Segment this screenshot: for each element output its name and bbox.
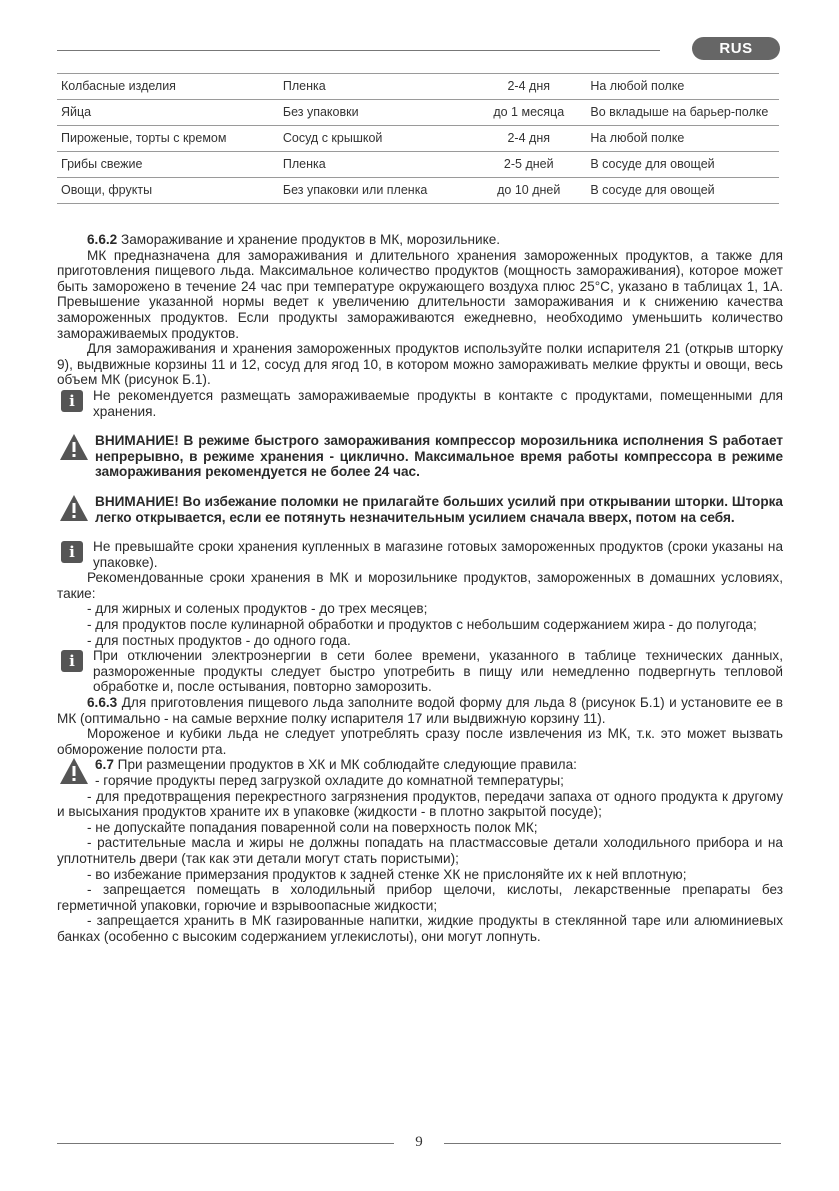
packaging-cell: Пленка: [279, 152, 471, 178]
table-row: [57, 152, 779, 178]
term-cell: 2-4 дня: [471, 126, 586, 152]
section-title: При размещении продуктов в ХК и МК соблюдайте следующие правила:: [113, 757, 577, 773]
footer-rule-right: [444, 1143, 781, 1144]
table-row: [57, 100, 779, 126]
section-number: 6.7: [95, 757, 114, 773]
section-number: 6.6.2: [87, 232, 118, 247]
info-icon: i: [61, 541, 83, 563]
note-text: Не рекомендуется размещать замораживаемые продукты в контакте с продуктами, помещенными для хранения.: [93, 387, 783, 419]
info-icon: i: [61, 650, 83, 672]
product-cell: Овощи, фрукты: [57, 178, 279, 204]
place-cell: В сосуде для овощей: [586, 178, 779, 204]
place-cell: В сосуде для овощей: [586, 152, 779, 178]
section-6-7-heading: [57, 757, 783, 773]
warning-text: ВНИМАНИЕ! Во избежание поломки не прилагайте больших усилий при открывании шторки. Шторка легко открывается, если ее потянуть незначительным усилием сначала вверх, потом на себя.: [95, 493, 783, 525]
packaging-cell: Сосуд с крышкой: [279, 126, 471, 152]
product-cell: Грибы свежие: [57, 152, 279, 178]
footer-rule-left: [57, 1143, 394, 1144]
term-cell: 2-4 дня: [471, 74, 586, 100]
info-note: [57, 648, 783, 695]
paragraph: Мороженое и кубики льда не следует употреблять сразу после извлечения из МК, т.к. это может вызвать обморожение полости рта.: [57, 726, 783, 757]
table-row: [57, 178, 779, 204]
header-rule: [57, 50, 660, 51]
warning-block: [57, 757, 783, 788]
info-note: [57, 539, 783, 570]
section-number: 6.6.3: [87, 695, 118, 711]
body-text: [57, 232, 783, 945]
product-cell: Пироженые, торты с кремом: [57, 126, 279, 152]
note-text: Не превышайте сроки хранения купленных в магазине готовых замороженных продуктов (сроки указаны на упаковке).: [93, 539, 783, 570]
packaging-cell: Без упаковки или пленка: [279, 178, 471, 204]
warning-icon: [59, 757, 89, 785]
list-item: - запрещается помещать в холодильный прибор щелочи, кислоты, лекарственные препараты без герметичной упаковки, горючие и взрывоопасные жидкости;: [57, 882, 783, 913]
warning-block: [57, 494, 783, 525]
paragraph: Для замораживания и хранения замороженных продуктов используйте полки испарителя 21 (открыв шторку 9), выдвижные корзины 11 и 12, сосуд для ягод 10, в котором можно замораживать мелкие фрукты и овощи, весь объем МК (рисунок Б.1).: [57, 341, 783, 388]
info-note: [57, 388, 783, 419]
section-6-6-2-heading: [57, 232, 783, 248]
table-row: [57, 74, 779, 100]
section-title: Замораживание и хранение продуктов в МК, морозильнике.: [117, 232, 501, 247]
section-6-6-3: [57, 695, 783, 726]
warning-icon: [59, 433, 89, 461]
paragraph: Рекомендованные сроки хранения в МК и морозильнике продуктов, замороженных в домашних условиях, такие:: [57, 570, 783, 601]
language-badge: RUS: [692, 37, 780, 60]
paragraph: МК предназначена для замораживания и длительного хранения замороженных продуктов, а также для приготовления пищевого льда. Максимальное количество продуктов (мощность замораживания), которое может быть заморожено в течение 24 час при температуре окружающего воздуха плюс 25°С, указано в таблицах 1, 1А. Превышение указанной нормы ведет к увеличению длительности замораживания и к снижению качества замороженных продуктов. Если продукты замораживаются ежедневно, необходимо уменьшить количество замораживаемых продуктов.: [57, 247, 783, 341]
place-cell: На любой полке: [586, 126, 779, 152]
warning-icon: [59, 494, 89, 522]
list-item: - для продуктов после кулинарной обработки и продуктов с небольшим содержанием жира - до полугода;: [87, 617, 757, 633]
list-item: - горячие продукты перед загрузкой охладите до комнатной температуры;: [95, 773, 564, 788]
list-item: - растительные масла и жиры не должны попадать на пластмассовые детали холодильного прибора и на уплотнитель двери (так как эти детали могут стать пористыми);: [57, 835, 783, 866]
packaging-cell: Без упаковки: [279, 100, 471, 126]
storage-table: [57, 73, 779, 204]
product-cell: Колбасные изделия: [57, 74, 279, 100]
note-text: При отключении электроэнергии в сети более времени, указанного в таблице технических данных, размороженные продукты следует быстро употребить в пищу или немедленно подвергнуть тепловой обработке и, после остывания, повторно заморозить.: [93, 648, 783, 695]
term-cell: до 10 дней: [471, 178, 586, 204]
product-cell: Яйца: [57, 100, 279, 126]
term-cell: 2-5 дней: [471, 152, 586, 178]
table-row: [57, 126, 779, 152]
warning-text: ВНИМАНИЕ! В режиме быстрого замораживания компрессор морозильника исполнения S работает непрерывно, в режиме хранения - циклично. Максимальное время работы компрессора в режиме замораживания рекомендуется не более 24 час.: [95, 433, 783, 480]
section-text: Для приготовления пищевого льда заполните водой форму для льда 8 (рисунок Б.1) и установите ее в МК (оптимально - на самые верхние полку испарителя 17 или выдвижную корзину 11).: [57, 695, 783, 726]
list-item: - во избежание примерзания продуктов к задней стенке ХК не прислоняйте их к ней вплотную;: [87, 866, 687, 882]
packaging-cell: Пленка: [279, 74, 471, 100]
info-icon: i: [61, 390, 83, 412]
list-item: - запрещается хранить в МК газированные напитки, жидкие продукты в стеклянной таре или алюминиевых банках (особенно с высоким содержанием углекислоты), они могут лопнуть.: [57, 913, 783, 944]
term-cell: до 1 месяца: [471, 100, 586, 126]
place-cell: На любой полке: [586, 74, 779, 100]
warning-block: [57, 433, 783, 480]
list-item: - для предотвращения перекрестного загрязнения продуктов, передачи запаха от одного продукта к другому и высыхания продуктов храните их в упаковке (жидкости - в плотно закрытой посуде);: [57, 788, 783, 820]
list-item: - не допускайте попадания поваренной соли на поверхность полок МК;: [87, 819, 538, 835]
place-cell: Во вкладыше на барьер-полке: [586, 100, 779, 126]
list-item: - для постных продуктов - до одного года.: [87, 632, 351, 648]
page-number: 9: [415, 1134, 423, 1150]
list-item: - для жирных и соленых продуктов - до трех месяцев;: [87, 601, 428, 617]
